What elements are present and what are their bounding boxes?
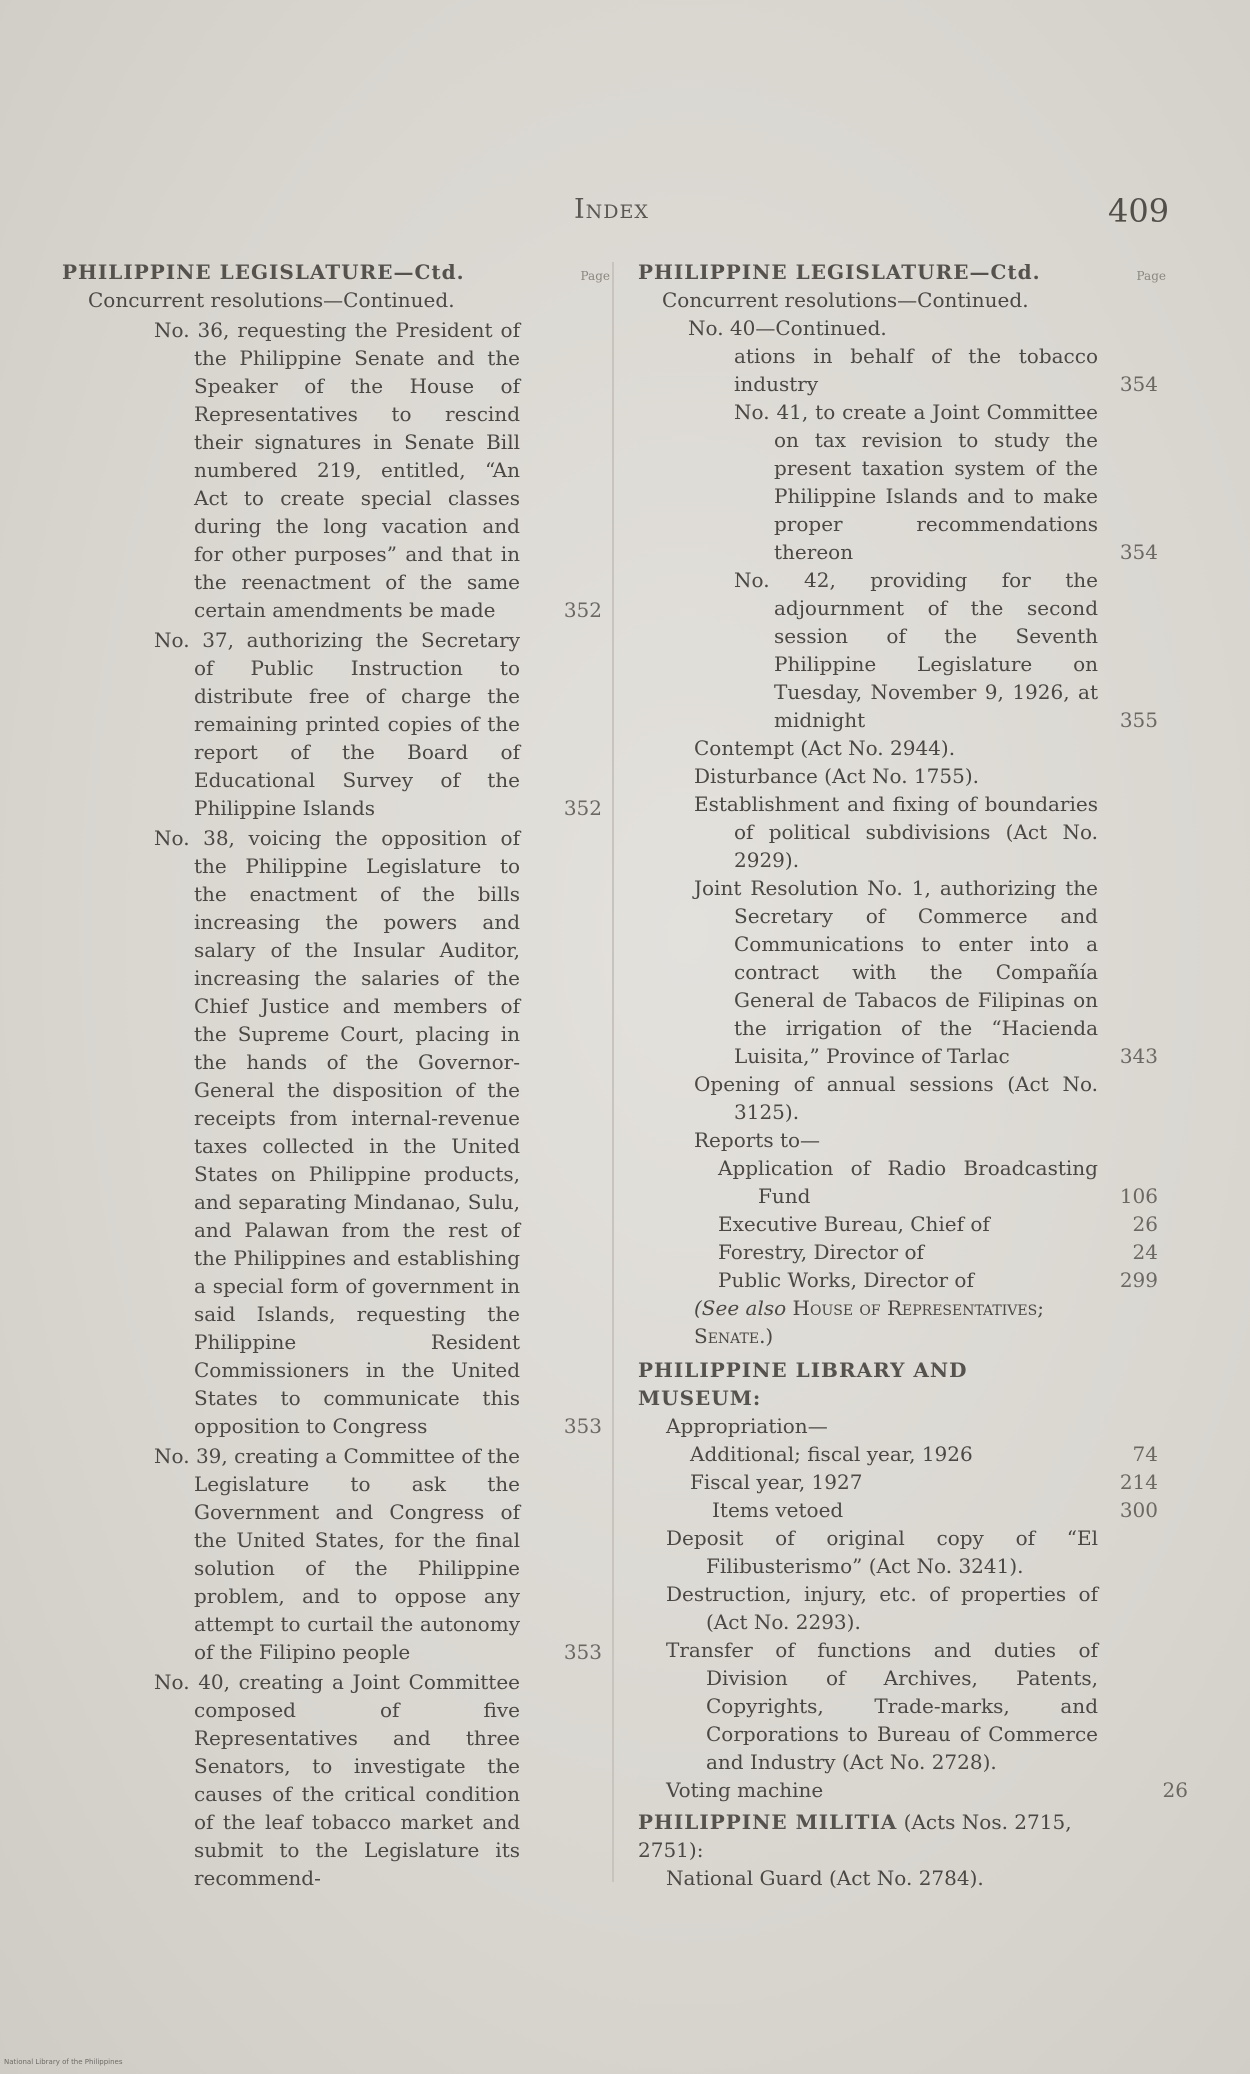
appropriation-text: Items vetoed	[712, 1498, 844, 1522]
see-also-prefix: (See also	[694, 1296, 787, 1320]
appropriation-text: Additional; fiscal year, 1926	[690, 1442, 973, 1466]
left-column	[62, 258, 610, 1892]
resolution-40	[62, 1668, 602, 1892]
report-text: Application of Radio Broadcasting Fund	[718, 1156, 1098, 1208]
appropriation-entry	[638, 1496, 1158, 1524]
resolution-page: 354	[1119, 540, 1158, 564]
misc-entry	[638, 1070, 1158, 1126]
running-title: Index	[574, 194, 649, 225]
report-entry	[638, 1154, 1158, 1210]
left-page-label: Page	[580, 269, 610, 283]
column-divider	[612, 262, 614, 1882]
left-heading-row	[62, 258, 610, 286]
resolution-37	[62, 626, 602, 822]
library-text: Transfer of functions and duties of Division of Archives, Patents, Copyrights, Trade-marks, and Corporations to Bureau of Commerce and Industry (Act No. 2728).	[666, 1638, 1098, 1774]
militia-entry	[638, 1808, 1158, 1864]
militia-acts: (Acts Nos. 2715, 2751):	[638, 1810, 1072, 1862]
resolution-text: No. 42, providing for the adjournment of the second session of the Seventh Philippine Legislature on Tuesday, November 9, 1926, at midnight	[734, 568, 1098, 732]
library-entry	[638, 1776, 1188, 1804]
appropriation-entry	[638, 1468, 1158, 1496]
resolution-39	[62, 1442, 602, 1666]
militia-heading: PHILIPPINE MILITIA	[638, 1810, 898, 1834]
report-entry	[638, 1238, 1158, 1266]
library-text: Voting machine	[666, 1778, 824, 1802]
resolution-page: 353	[563, 1640, 602, 1664]
library-text: Destruction, injury, etc. of properties of (Act No. 2293).	[666, 1582, 1098, 1634]
resolution-page: 353	[563, 1414, 602, 1438]
report-page: 299	[1119, 1268, 1158, 1292]
running-head	[0, 192, 1250, 232]
appropriation-page: 214	[1119, 1470, 1158, 1494]
report-entry	[638, 1266, 1158, 1294]
see-also	[638, 1294, 1158, 1350]
page-number: 409	[1108, 192, 1170, 230]
left-heading: PHILIPPINE LEGISLATURE—Ctd.	[62, 260, 465, 284]
resolution-text: No. 39, creating a Committee of the Legislature to ask the Government and Congress of the United States, for the final solution of the Philippine problem, and to oppose any attempt to curtail the autonomy of the Filipino people	[154, 1444, 520, 1664]
report-entry	[638, 1210, 1158, 1238]
resolution-text: No. 41, to create a Joint Committee on tax revision to study the present taxation system of the Philippine Islands and to make proper recommendations thereon	[734, 400, 1098, 564]
library-entry	[638, 1524, 1158, 1580]
report-page: 24	[1132, 1240, 1158, 1264]
resolution-page: 352	[563, 598, 602, 622]
misc-entry	[638, 734, 1158, 762]
resolution-text: No. 37, authorizing the Secretary of Public Instruction to distribute free of charge the remaining printed copies of the report of the Board of Educational Survey of the Philippine Islands	[154, 628, 520, 820]
library-page: 26	[1162, 1778, 1188, 1802]
library-entry	[638, 1636, 1158, 1776]
left-subheading: Concurrent resolutions—Continued.	[88, 288, 455, 312]
reports-label: Reports to—	[694, 1128, 821, 1152]
misc-entry	[638, 874, 1158, 1070]
appropriation-label: Appropriation—	[666, 1414, 828, 1438]
footer-stamp: National Library of the Philippines	[4, 2058, 123, 2066]
appropriation-page: 74	[1132, 1442, 1158, 1466]
misc-text: Opening of annual sessions (Act No. 3125).	[694, 1072, 1098, 1124]
see-also-refs: House of Representatives; Senate.)	[694, 1296, 1044, 1348]
appropriation-page: 300	[1119, 1498, 1158, 1522]
appropriation-entry	[638, 1440, 1158, 1468]
appropriation-text: Fiscal year, 1927	[690, 1470, 863, 1494]
continued-page: 354	[1119, 372, 1158, 396]
report-text: Public Works, Director of	[718, 1268, 974, 1292]
misc-entry	[638, 790, 1158, 874]
right-heading: PHILIPPINE LEGISLATURE—Ctd.	[638, 260, 1041, 284]
right-heading-row	[638, 258, 1166, 286]
misc-entry	[638, 762, 1158, 790]
library-text: Deposit of original copy of “El Filibusterismo” (Act No. 3241).	[666, 1526, 1098, 1578]
resolution-36	[62, 316, 602, 624]
resolution-text: No. 36, requesting the President of the Philippine Senate and the Speaker of the House of Representatives to rescind their signatures in Senate Bill numbered 219, entitled, “An Act to create special classes during the long vacation and for other purposes” and that in the reenactment of the same certain amendments be made	[154, 318, 520, 622]
misc-text: Joint Resolution No. 1, authorizing the Secretary of Commerce and Communications to enter into a contract with the Compañía General de Tabacos de Filipinas on the irrigation of the “Hacienda Luisita,” Province of Tarlac	[694, 876, 1098, 1068]
right-column	[638, 258, 1188, 1892]
resolution-text: No. 40, creating a Joint Committee composed of five Representatives and three Senators, to investigate the causes of the critical condition of the leaf tobacco market and submit to the Legislature its recommend-	[154, 1670, 520, 1890]
library-entry	[638, 1580, 1158, 1636]
misc-text: Establishment and fixing of boundaries of political subdivisions (Act No. 2929).	[694, 792, 1098, 872]
misc-text: Contempt (Act No. 2944).	[694, 736, 956, 760]
resolution-38	[62, 824, 602, 1440]
report-page: 106	[1119, 1184, 1158, 1208]
continued-label: No. 40—Continued.	[688, 316, 887, 340]
continued-text: ations in behalf of the tobacco industry	[734, 344, 1098, 396]
right-page-label: Page	[1136, 269, 1166, 283]
resolution-page: 352	[563, 796, 602, 820]
resolution-text: No. 38, voicing the opposition of the Philippine Legislature to the enactment of the bills increasing the powers and salary of the Insular Auditor, increasing the salaries of the Chief Justice and members of the Supreme Court, placing in the hands of the Governor-General the disposition of the receipts from internal-revenue taxes collected in the United States on Philippine products, and separating Mindanao, Sulu, and Palawan from the rest of the Philippines and establishing a special form of government in said Islands, requesting the Philippine Resident Commissioners in the United States to communicate this opposition to Congress	[154, 826, 520, 1438]
misc-page: 343	[1119, 1044, 1158, 1068]
resolution-42	[638, 566, 1158, 734]
library-heading: PHILIPPINE LIBRARY AND MUSEUM:	[638, 1358, 968, 1410]
misc-text: Disturbance (Act No. 1755).	[694, 764, 979, 788]
report-page: 26	[1132, 1212, 1158, 1236]
continued-entry	[638, 342, 1158, 398]
report-text: Forestry, Director of	[718, 1240, 924, 1264]
report-text: Executive Bureau, Chief of	[718, 1212, 990, 1236]
resolution-41	[638, 398, 1158, 566]
right-subheading: Concurrent resolutions—Continued.	[662, 288, 1029, 312]
resolution-page: 355	[1119, 708, 1158, 732]
militia-sub: National Guard (Act No. 2784).	[666, 1866, 984, 1890]
